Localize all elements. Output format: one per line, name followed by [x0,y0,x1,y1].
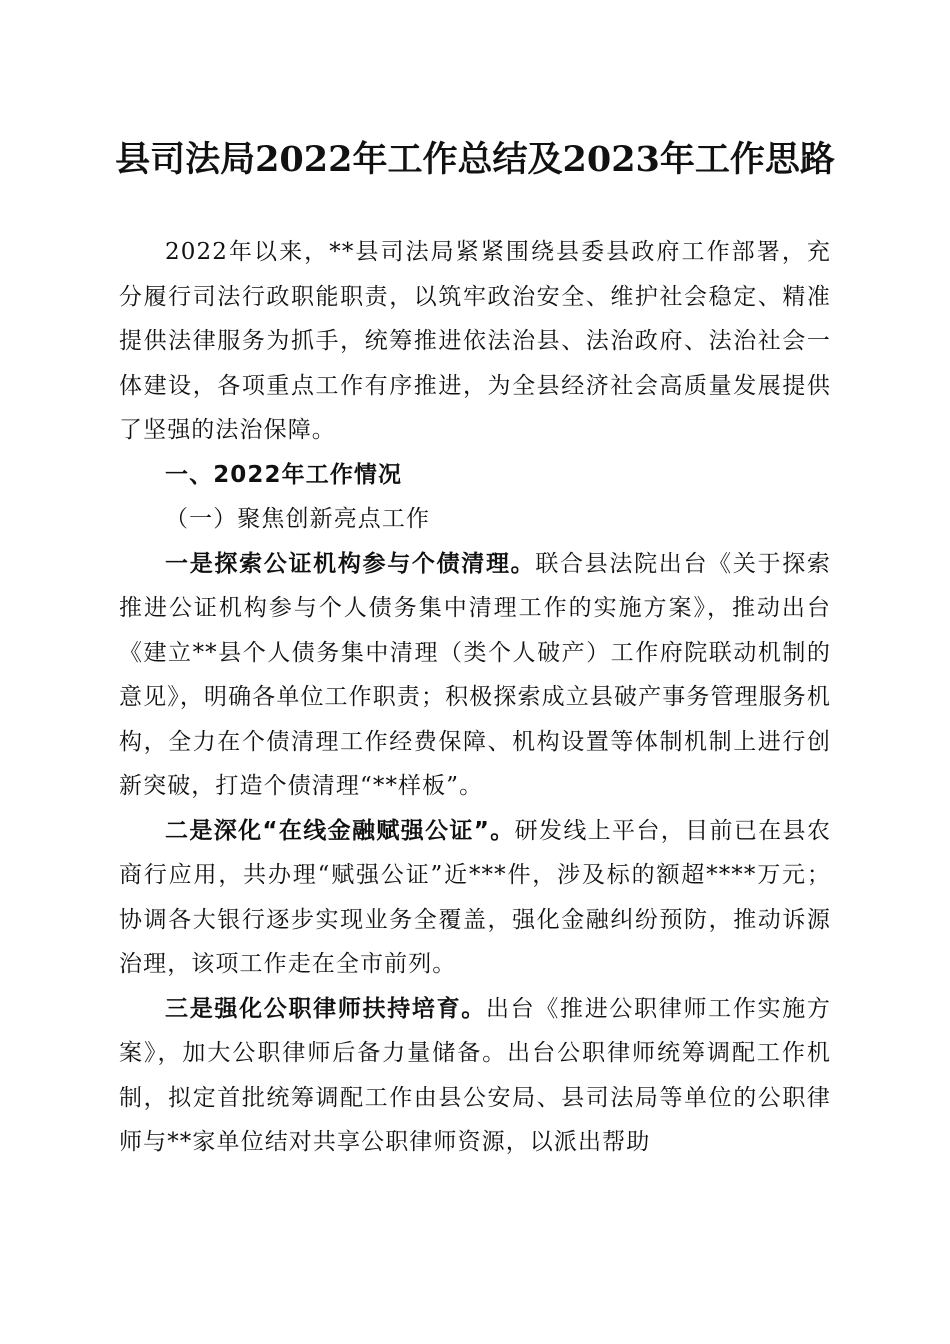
document-title: 县司法局2022年工作总结及2023年工作思路 [115,139,835,180]
item-text-1: 联合县法院出台《关于探索推进公证机构参与个人债务集中清理工作的实施方案》，推动出台《建立**县个人债务集中清理（类个人破产）工作府院联动机制的意见》，明确各单位工作职责；积极探索成立县破产事务管理服务机构，全力在个债清理工作经费保障、机构设置等体制机制上进行创新突破，打造个债清理“**样板”。 [119,550,831,799]
item-text-3: 出台《推进公职律师工作实施方案》，加大公职律师后备力量储备。出台公职律师统筹调配工作机制，拟定首批统筹调配工作由县公安局、县司法局等单位的公职律师与**家单位结对共享公职律师资源，以派出帮助 [119,995,831,1155]
item-lead-3: 三是强化公职律师扶持培育。 [165,995,486,1022]
subsection-heading: （一）聚焦创新亮点工作 [165,506,431,532]
document-body [119,230,831,1165]
item-lead-2: 二是深化“在线金融赋强公证”。 [165,817,515,844]
intro-paragraph: 2022年以来，**县司法局紧紧围绕县委县政府工作部署，充分履行司法行政职能职责，以筑牢政治安全、维护社会稳定、精准提供法律服务为抓手，统筹推进依法治县、法治政府、法治社会一体建设，各项重点工作有序推进，为全县经济社会高质量发展提供了坚强的法治保障。 [119,239,831,443]
section-heading: 一、2022年工作情况 [165,461,403,488]
item-text-2: 研发线上平台，目前已在县农商行应用，共办理“赋强公证”近***件，涉及标的额超****万元；协调各大银行逐步实现业务全覆盖，强化金融纠纷预防，推动诉源治理，该项工作走在全市前列。 [119,817,831,977]
item-paragraph-1 [119,542,831,809]
item-lead-1: 一是探索公证机构参与个债清理。 [165,550,536,577]
item-paragraph-2 [119,809,831,987]
item-paragraph-3 [119,987,831,1165]
